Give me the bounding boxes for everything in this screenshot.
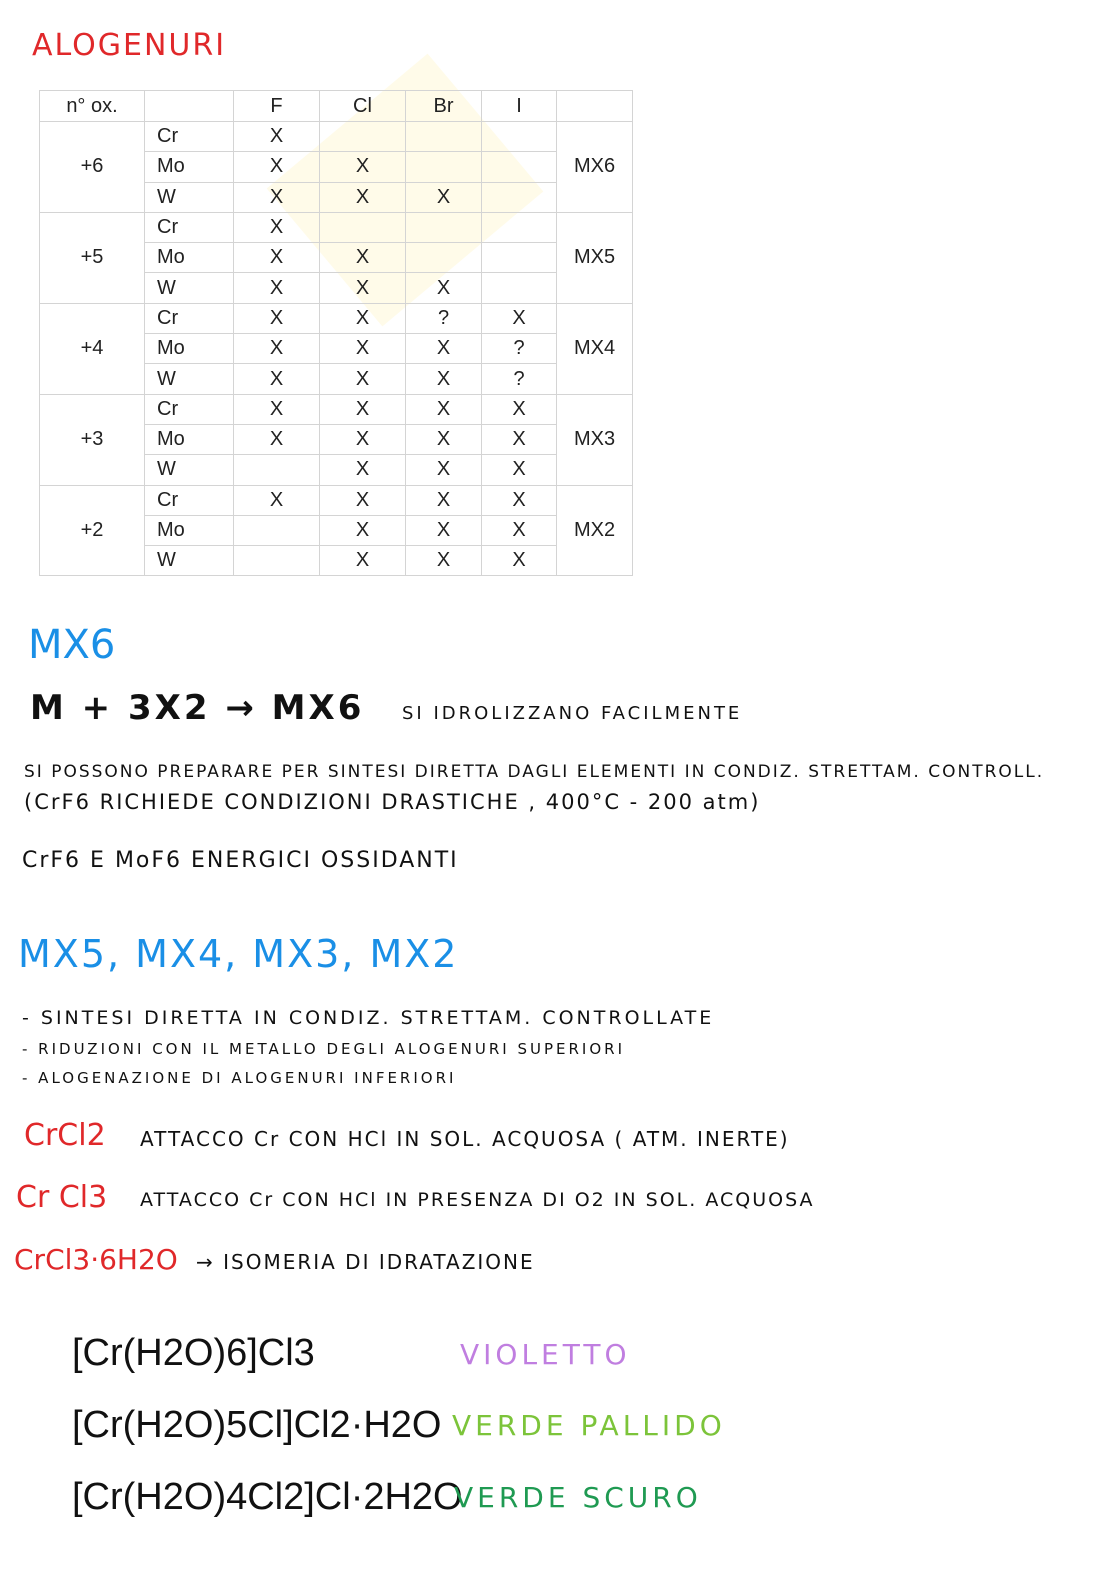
isomer-2-formula: [Cr(H2O)5Cl]Cl2·H2O: [72, 1404, 442, 1446]
halogen-cell-br: X: [406, 334, 482, 364]
metal-cell: Mo: [145, 243, 234, 273]
halogen-cell-cl: X: [320, 243, 406, 273]
halogen-cell-i: [482, 243, 557, 273]
halogen-cell-f: X: [234, 334, 320, 364]
oxidants-line: CrF6 E MoF6 ENERGICI OSSIDANTI: [22, 848, 459, 873]
halogen-cell-f: [234, 515, 320, 545]
bullet-2: - RIDUZIONI CON IL METALLO DEGLI ALOGENURI SUPERIORI: [22, 1040, 625, 1058]
halogen-cell-cl: X: [320, 546, 406, 576]
halogen-cell-cl: X: [320, 424, 406, 454]
page-title: ALOGENURI: [32, 28, 227, 63]
halogen-cell-i: ?: [482, 364, 557, 394]
halogen-cell-br: X: [406, 273, 482, 303]
oxidation-state-cell: +6: [40, 122, 145, 213]
table-row: [40, 122, 633, 152]
isomer-3-formula: [Cr(H2O)4Cl2]Cl·2H2O: [72, 1476, 463, 1518]
metal-cell: W: [145, 364, 234, 394]
halogen-cell-br: X: [406, 546, 482, 576]
table-header-cell: I: [482, 91, 557, 122]
halogen-cell-br: X: [406, 182, 482, 212]
item-2-formula: Cr Cl3: [16, 1180, 108, 1215]
reaction-equation: M + 3X2 → MX6: [30, 688, 365, 728]
item-3-text: → ISOMERIA DI IDRATAZIONE: [196, 1250, 535, 1274]
halogen-cell-f: X: [234, 364, 320, 394]
halogen-cell-cl: X: [320, 303, 406, 333]
metal-cell: Cr: [145, 212, 234, 242]
halogen-cell-i: [482, 212, 557, 242]
halogen-cell-f: X: [234, 394, 320, 424]
formula-cell: MX5: [557, 212, 633, 303]
halogen-cell-cl: X: [320, 394, 406, 424]
table-header-row: [40, 91, 633, 122]
halogen-cell-f: X: [234, 122, 320, 152]
halogen-cell-cl: X: [320, 364, 406, 394]
halogen-cell-f: [234, 455, 320, 485]
halogen-cell-f: X: [234, 273, 320, 303]
halogen-cell-cl: X: [320, 152, 406, 182]
halogen-cell-i: X: [482, 424, 557, 454]
metal-cell: Mo: [145, 424, 234, 454]
halogen-cell-i: ?: [482, 334, 557, 364]
oxidation-state-cell: +2: [40, 485, 145, 576]
halogen-cell-br: X: [406, 364, 482, 394]
halogen-cell-i: [482, 122, 557, 152]
table-row: [40, 485, 633, 515]
table-header-cell: n° ox.: [40, 91, 145, 122]
halogen-cell-i: X: [482, 546, 557, 576]
metal-cell: W: [145, 273, 234, 303]
metal-cell: W: [145, 455, 234, 485]
synthesis-line: SI POSSONO PREPARARE PER SINTESI DIRETTA DAGLI ELEMENTI IN CONDIZ. STRETTAM. CONTROLL.: [24, 762, 1045, 782]
table-row: [40, 212, 633, 242]
item-2-text: ATTACCO Cr CON HCl IN PRESENZA DI O2 IN SOL. ACQUOSA: [140, 1189, 815, 1211]
halogen-cell-i: [482, 152, 557, 182]
oxidation-state-cell: +5: [40, 212, 145, 303]
bullet-3: - ALOGENAZIONE DI ALOGENURI INFERIORI: [22, 1069, 457, 1087]
table-row: [40, 394, 633, 424]
metal-cell: Cr: [145, 394, 234, 424]
halogen-cell-i: X: [482, 303, 557, 333]
metal-cell: Mo: [145, 334, 234, 364]
halogen-cell-br: X: [406, 485, 482, 515]
halogen-cell-f: X: [234, 303, 320, 333]
halogen-cell-cl: [320, 212, 406, 242]
halogen-cell-f: X: [234, 243, 320, 273]
halogen-cell-br: [406, 243, 482, 273]
halide-table: [39, 90, 633, 576]
formula-cell: MX6: [557, 122, 633, 213]
halogen-cell-br: [406, 152, 482, 182]
table-row: [40, 303, 633, 333]
item-1-formula: CrCl2: [24, 1118, 106, 1153]
table-header-cell: F: [234, 91, 320, 122]
isomer-1-formula: [Cr(H2O)6]Cl3: [72, 1332, 315, 1374]
isomer-1-color: VIOLETTO: [460, 1338, 631, 1371]
metal-cell: W: [145, 182, 234, 212]
oxidation-state-cell: +4: [40, 303, 145, 394]
item-1-text: ATTACCO Cr CON HCl IN SOL. ACQUOSA ( ATM. INERTE): [140, 1127, 790, 1151]
halogen-cell-i: X: [482, 515, 557, 545]
halogen-cell-i: X: [482, 455, 557, 485]
metal-cell: Mo: [145, 152, 234, 182]
table-header-cell: [145, 91, 234, 122]
metal-cell: Mo: [145, 515, 234, 545]
halogen-cell-cl: X: [320, 273, 406, 303]
table-header-cell: [557, 91, 633, 122]
formula-cell: MX4: [557, 303, 633, 394]
halogen-cell-br: X: [406, 394, 482, 424]
halogen-cell-i: [482, 273, 557, 303]
formula-cell: MX2: [557, 485, 633, 576]
halogen-cell-cl: X: [320, 515, 406, 545]
section-mx6-heading: MX6: [28, 622, 116, 668]
halogen-cell-f: [234, 546, 320, 576]
bullet-1: - SINTESI DIRETTA IN CONDIZ. STRETTAM. CONTROLLATE: [22, 1007, 715, 1029]
halogen-cell-cl: [320, 122, 406, 152]
item-3-formula: CrCl3·6H2O: [14, 1243, 178, 1276]
halogen-cell-i: [482, 182, 557, 212]
halogen-cell-br: [406, 212, 482, 242]
halogen-cell-cl: X: [320, 182, 406, 212]
reaction-note: SI IDROLIZZANO FACILMENTE: [402, 703, 743, 724]
halogen-cell-br: X: [406, 424, 482, 454]
halogen-cell-i: X: [482, 394, 557, 424]
halogen-cell-f: X: [234, 152, 320, 182]
halogen-cell-f: X: [234, 182, 320, 212]
halogen-cell-cl: X: [320, 334, 406, 364]
halogen-cell-cl: X: [320, 485, 406, 515]
metal-cell: Cr: [145, 485, 234, 515]
section-mx-lower-heading: MX5, MX4, MX3, MX2: [18, 932, 459, 976]
metal-cell: W: [145, 546, 234, 576]
halogen-cell-f: X: [234, 485, 320, 515]
halogen-cell-i: X: [482, 485, 557, 515]
isomer-2-color: VERDE PALLIDO: [452, 1409, 726, 1442]
halogen-cell-br: ?: [406, 303, 482, 333]
oxidation-state-cell: +3: [40, 394, 145, 485]
table-header-cell: Cl: [320, 91, 406, 122]
metal-cell: Cr: [145, 122, 234, 152]
halogen-cell-br: X: [406, 455, 482, 485]
halogen-cell-f: X: [234, 424, 320, 454]
halogen-cell-br: X: [406, 515, 482, 545]
table-header-cell: Br: [406, 91, 482, 122]
halogen-cell-f: X: [234, 212, 320, 242]
halogen-cell-cl: X: [320, 455, 406, 485]
metal-cell: Cr: [145, 303, 234, 333]
halogen-cell-br: [406, 122, 482, 152]
isomer-3-color: VERDE SCURO: [454, 1481, 702, 1514]
conditions-line: (CrF6 RICHIEDE CONDIZIONI DRASTICHE , 400°C - 200 atm): [24, 790, 761, 814]
formula-cell: MX3: [557, 394, 633, 485]
